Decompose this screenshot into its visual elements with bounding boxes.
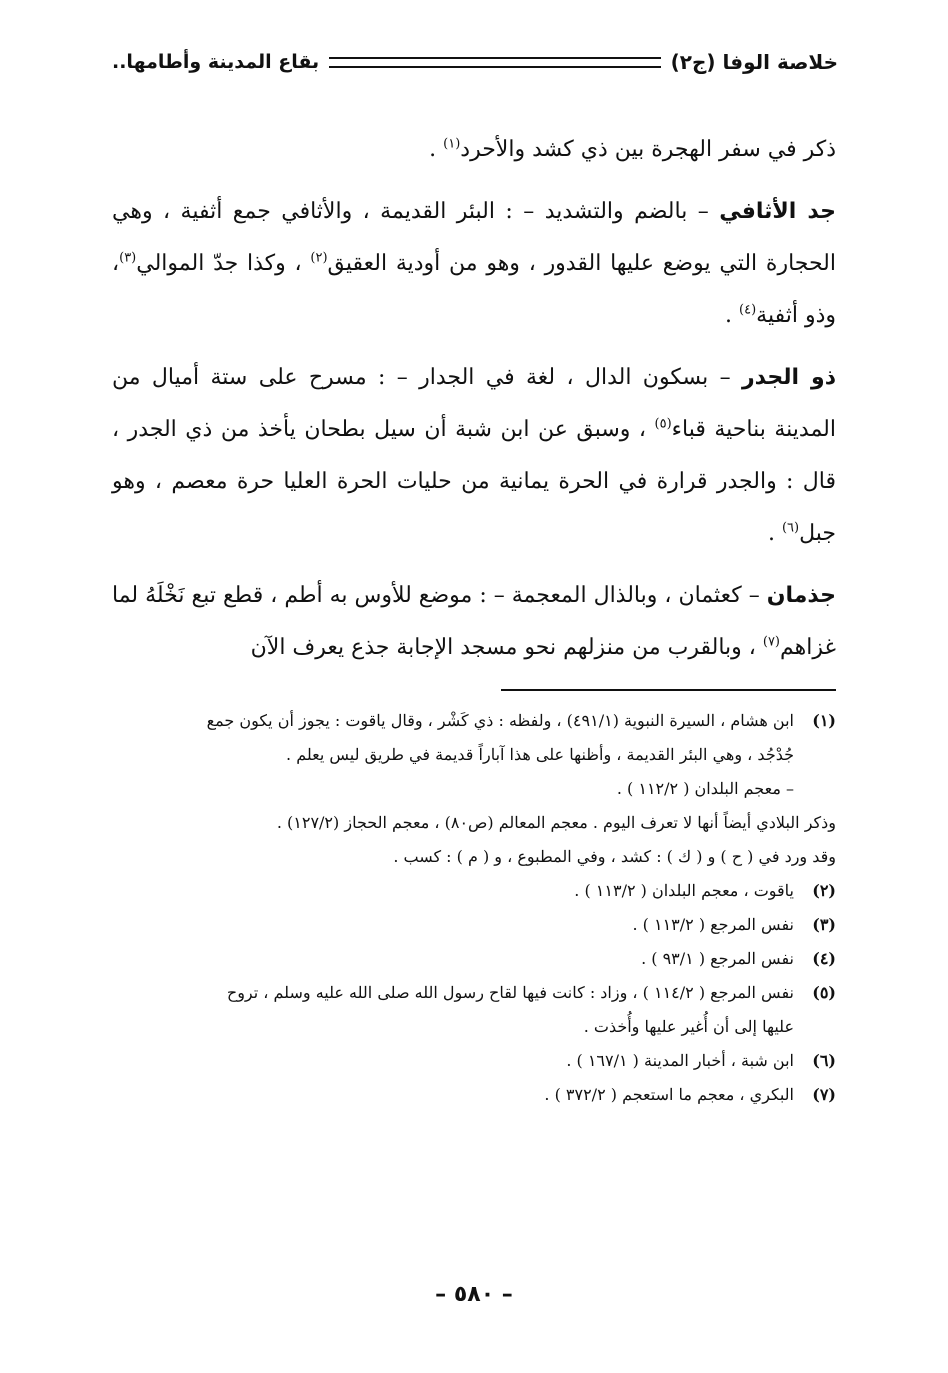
footnote-body (112, 976, 794, 1044)
entry-text: ، وذو أثفية (112, 251, 836, 328)
footnote-body: ابن شبة ، أخبار المدينة ( ١٦٧/١ ) . (566, 1051, 794, 1070)
footnote-number: (١) (812, 711, 836, 730)
footnote-separator (501, 689, 836, 691)
chapter-title: بقاع المدينة وأطامها.. (112, 51, 320, 73)
footnote-line: ابن هشام ، السيرة النبوية (٤٩١/١) ، ولفظه : ذي كَشْر ، وقال ياقوت : يجوز أن يكون جمع (206, 711, 794, 730)
footnote-line: جُدْجُد ، وهي البئر القديمة ، وأظنها على هذا آباراً قديمة في طريق ليس يعلم . (286, 745, 794, 764)
footnote-ref: (١) (443, 136, 461, 152)
footnote-1-continued (112, 806, 836, 874)
entry-text: – بالضم والتشديد – : البئر القديمة ، والأثافي جمع أثفية ، وهي الحجارة التي يوضع عليها القدور ، وهو من أودية العقيق (112, 199, 837, 276)
footnote-number: (٦) (812, 1051, 836, 1070)
entry-text: – بسكون الدال ، لغة في الجدار – : مسرح على ستة أميال من المدينة بناحية قباء (112, 365, 836, 442)
footnote-number: (٣) (812, 915, 836, 934)
footnote-line: وقد ورد في ( ح ) و ( ك ) : كشد ، وفي المطبوع ، و ( م ) : كسب . (393, 847, 836, 866)
entry-text: – كعثمان ، وبالذال المعجمة – : موضع للأوس به أطم ، قطع تبع نَخْلَهُ لما غزاهم (111, 583, 836, 660)
entry-end: . (767, 521, 782, 546)
footnote-ref: (٣) (119, 250, 137, 266)
running-header (112, 44, 838, 80)
footnote-line: نفس المرجع ( ١١٤/٢ ) ، وزاد : كانت فيها لقاح رسول الله صلى الله عليه وسلم ، تروح (226, 983, 794, 1002)
main-text (112, 124, 836, 684)
footnote-body: نفس المرجع ( ١١٣/٢ ) . (632, 915, 794, 934)
footnote-7 (112, 1078, 836, 1112)
footnote-ref: (٦) (781, 520, 800, 536)
entry-text: ، وبالقرب من منزلهم نحو مسجد الإجابة جذع يعرف الآن (250, 635, 763, 660)
footnote-number: (٢) (812, 881, 836, 900)
footnote-number: (٤) (812, 949, 836, 968)
footnote-5 (112, 976, 836, 1044)
footnote-number: (٥) (812, 983, 836, 1002)
entry-term: ذو الجدر (741, 365, 837, 390)
footnote-3 (112, 908, 836, 942)
header-rule (329, 57, 660, 68)
footnote-line: – معجم البلدان ( ١١٢/٢ ) . (616, 779, 794, 798)
book-title: خلاصة الوفا (ج٢) (670, 50, 838, 74)
footnote-ref: (٥) (654, 416, 672, 432)
footnote-line: وذكر البلادي أيضاً أنها لا تعرف اليوم . معجم المعالم (ص٨٠) ، معجم الحجاز (١٢٧/٢) . (276, 813, 836, 832)
footnote-body (112, 704, 794, 806)
footnote-body: البكري ، معجم ما استعجم ( ٣٧٢/٢ ) . (544, 1085, 794, 1104)
entry-dhu-al-jadr (112, 352, 836, 560)
footnote-number: (٧) (812, 1085, 836, 1104)
paragraph-end: . (429, 137, 444, 162)
footnote-4 (112, 942, 836, 976)
paragraph-1 (112, 124, 836, 176)
entry-jadd-al-athafi (112, 186, 836, 342)
page-number: – ٥٨٠ – (435, 1282, 513, 1307)
entry-jadhman (112, 570, 836, 674)
entry-text: ، وسبق عن ابن شبة أن سيل بطحان يأخذ من ذي الجدر ، قال : والجدر قرارة في الحرة يمانية من حليات الحرة العليا حرة معصم ، وهو جبل (112, 417, 836, 546)
entry-text: ، وكذا جدّ الموالي (136, 251, 311, 276)
footnote-ref: (٢) (310, 250, 328, 266)
footnote-body: ياقوت ، معجم البلدان ( ١١٣/٢ ) . (574, 881, 794, 900)
paragraph-text: ذكر في سفر الهجرة بين ذي كشد والأحرد (460, 137, 836, 162)
footnote-1 (112, 704, 836, 806)
footnote-body: نفس المرجع ( ٩٣/١ ) . (641, 949, 794, 968)
footnote-body (112, 806, 836, 874)
entry-end: . (725, 303, 740, 328)
footnotes (112, 704, 836, 1112)
footnote-ref: (٤) (739, 302, 757, 318)
footnote-line: عليها إلى أن أُغير عليها وأُخذت . (583, 1017, 794, 1036)
entry-term: جذمان (766, 583, 836, 608)
entry-term: جد الأثافي (719, 199, 836, 224)
footnote-ref: (٧) (762, 634, 780, 650)
footnote-2 (112, 874, 836, 908)
footnote-6 (112, 1044, 836, 1078)
